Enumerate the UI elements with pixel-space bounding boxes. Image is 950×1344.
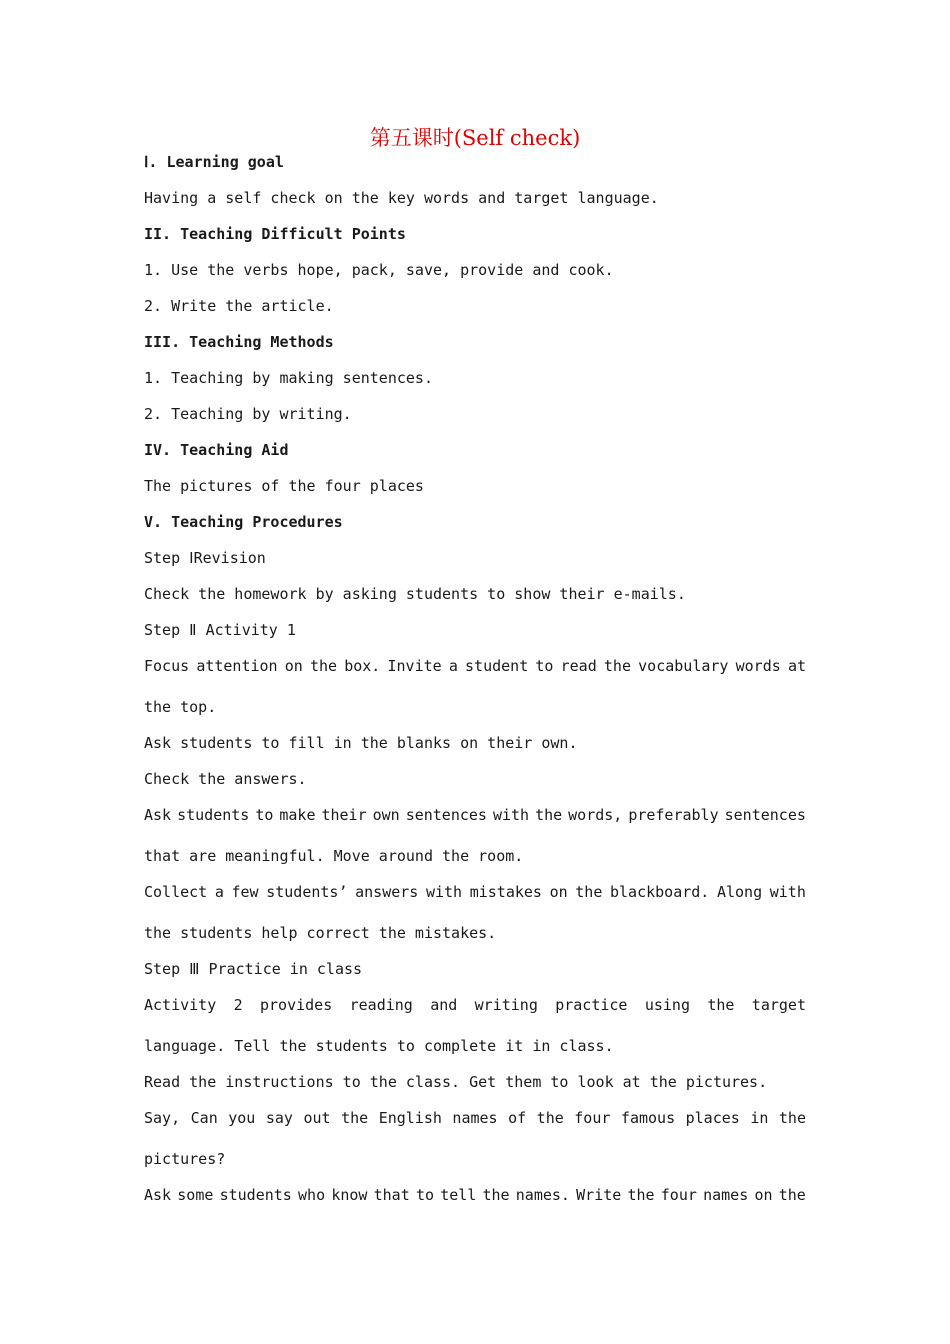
paragraph-line: Ask students to make their own sentences with the words, preferably sentences [144,806,806,824]
paragraph-line: 2. Teaching by writing. [144,405,352,423]
paragraph-line: Collect a few students’ answers with mistakes on the blackboard. Along with [144,883,806,901]
paragraph-line: pictures? [144,1150,226,1168]
section-heading: Ⅰ. Learning goal [144,153,284,171]
paragraph-line: Ask students to fill in the blanks on their own. [144,734,578,752]
paragraph-line: Say, Can you say out the English names of the four famous places in the [144,1109,806,1127]
paragraph-line: Ask some students who know that to tell the names. Write the four names on the [144,1186,806,1204]
paragraph-line: the students help correct the mistakes. [144,924,497,942]
paragraph-line: Check the answers. [144,770,307,788]
section-heading: IV. Teaching Aid [144,441,289,459]
paragraph-line: Focus attention on the box. Invite a student to read the vocabulary words at [144,657,806,675]
paragraph-line: Read the instructions to the class. Get them to look at the pictures. [144,1073,768,1091]
section-heading: V. Teaching Procedures [144,513,343,531]
paragraph-line: Step Ⅱ Activity 1 [144,621,296,639]
section-heading: II. Teaching Difficult Points [144,225,406,243]
paragraph-line: Having a self check on the key words and target language. [144,189,659,207]
paragraph-line: The pictures of the four places [144,477,424,495]
paragraph-line: the top. [144,698,217,716]
paragraph-line: Step Ⅲ Practice in class [144,960,363,978]
paragraph-line: 2. Write the article. [144,297,334,315]
section-heading: III. Teaching Methods [144,333,334,351]
paragraph-line: that are meaningful. Move around the room. [144,847,524,865]
document-title: 第五课时(Self check) [369,126,581,150]
paragraph-line: language. Tell the students to complete it in class. [144,1037,614,1055]
paragraph-line: 1. Use the verbs hope, pack, save, provide and cook. [144,261,614,279]
paragraph-line: 1. Teaching by making sentences. [144,369,433,387]
paragraph-line: Step ⅠRevision [144,549,266,567]
paragraph-line: Activity 2 provides reading and writing practice using the target [144,996,806,1014]
paragraph-line: Check the homework by asking students to show their e-mails. [144,585,686,603]
